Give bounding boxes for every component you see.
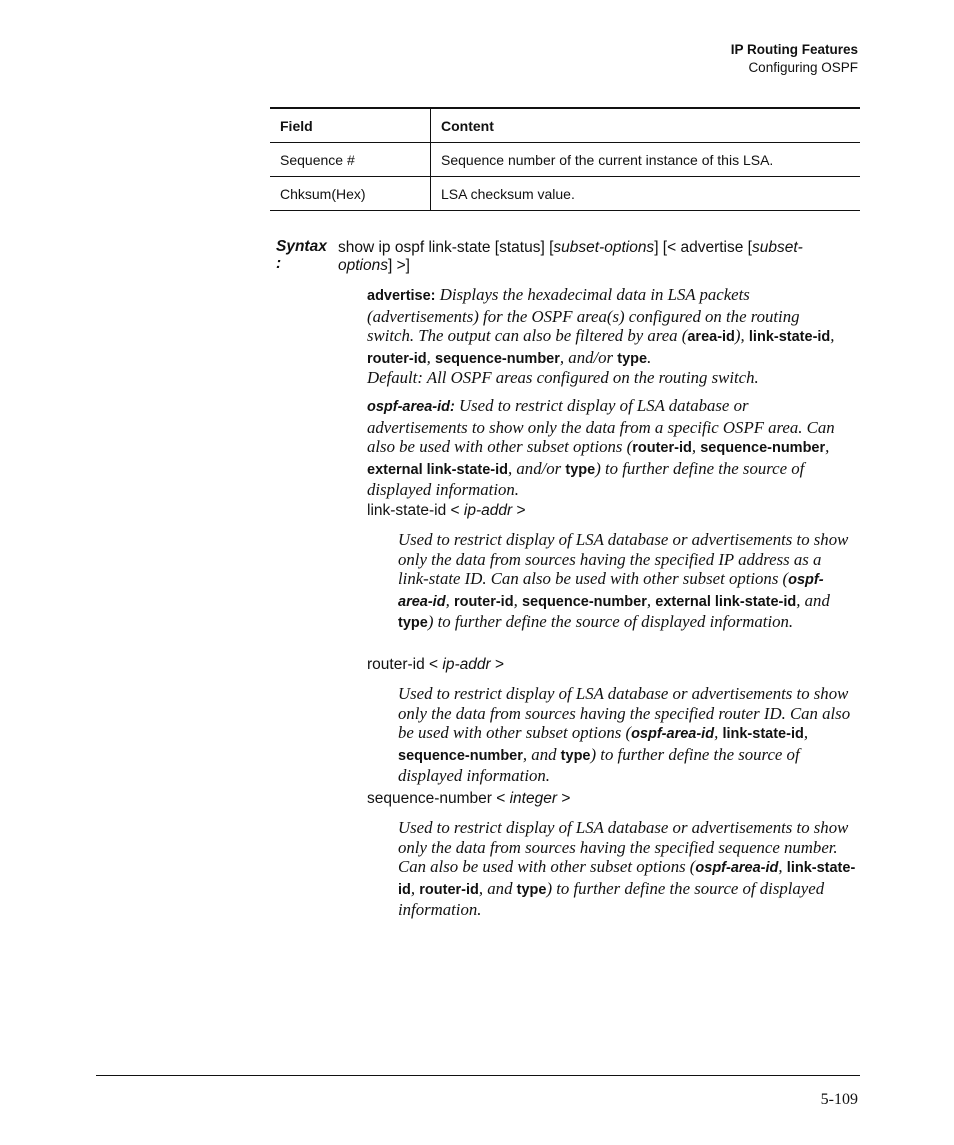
desc-text: ,: [691, 437, 701, 457]
desc-text: ,: [646, 590, 656, 610]
keyword: type: [565, 461, 596, 478]
keyword: area-id: [687, 329, 735, 346]
keyword: ospf-area-id: [631, 726, 715, 743]
option-name: link-state-id <: [367, 502, 464, 519]
keyword: link-state-id: [398, 860, 856, 898]
option-name: sequence-number <: [367, 790, 510, 807]
desc-text: Used to restrict display of LSA database or advertisements to show only the data from a specific OSPF area. Can also be used with other subset options (: [367, 396, 835, 457]
ospf-area-id-description: [367, 396, 849, 500]
keyword: type: [398, 615, 428, 632]
desc-text: ,: [825, 437, 830, 457]
keyword: ospf-area-id: [695, 860, 779, 877]
syntax-cmd-arg: subset-options: [553, 239, 655, 256]
desc-text: ,: [803, 723, 809, 743]
keyword: sequence-number: [398, 747, 523, 764]
section-title: Configuring OSPF: [748, 60, 858, 75]
advertise-description: [367, 285, 849, 369]
table-header-row: [270, 108, 860, 143]
keyword: sequence-number: [435, 350, 560, 367]
desc-text: , and: [522, 744, 561, 764]
desc-text: ,: [513, 590, 522, 610]
router-id-option: [367, 656, 504, 674]
page-number: 5-109: [820, 1091, 858, 1108]
desc-text: , and: [478, 878, 517, 898]
keyword: router-id: [419, 881, 479, 898]
desc-text: ) to further define the source of displayed information.: [398, 878, 825, 920]
syntax-cmd-part: ] [< advertise [: [654, 239, 752, 256]
desc-text: ,: [714, 723, 723, 743]
router-id-description: [398, 684, 856, 786]
keyword: link-state-id: [722, 726, 804, 743]
desc-text: , and/or: [559, 347, 618, 367]
desc-text: ) to further define the source of displayed information.: [367, 458, 805, 500]
table-row: [270, 177, 860, 211]
desc-text: Used to restrict display of LSA database or advertisements to show only the data from sources having the specified router ID. Can also be used with other subset options (: [398, 684, 851, 743]
option-name: router-id <: [367, 656, 443, 673]
desc-text: .: [647, 347, 652, 367]
desc-text: Displays the hexadecimal data in LSA packets (advertisements) for the OSPF area(s) configured on the routing switch. The output can also be filtered by area (: [367, 285, 800, 346]
running-header: [731, 41, 858, 77]
desc-text: , and/or: [508, 458, 566, 478]
option-bracket: >: [557, 790, 571, 807]
table-cell-content: Sequence number of the current instance of this LSA.: [441, 151, 774, 168]
option-arg: ip-addr: [463, 502, 513, 519]
table-row: [270, 143, 860, 177]
syntax-label-text: Syntax: [276, 238, 327, 255]
advertise-keyword: advertise:: [367, 288, 436, 304]
keyword: sequence-number: [700, 440, 826, 457]
link-state-id-option: [367, 502, 526, 520]
table-cell-content: LSA checksum value.: [441, 185, 575, 202]
sequence-number-option: [367, 790, 570, 808]
desc-text: ) to further define the source of displayed information.: [427, 612, 794, 632]
desc-text: ,: [445, 590, 454, 610]
ospf-area-id-keyword: ospf-area-id:: [367, 399, 455, 415]
desc-text: , and: [796, 590, 830, 610]
keyword: external link-state-id: [367, 461, 509, 478]
keyword: router-id: [453, 593, 514, 610]
keyword: link-state-id: [748, 329, 831, 346]
keyword: sequence-number: [521, 593, 647, 610]
keyword: router-id: [632, 440, 692, 457]
syntax-command: [338, 239, 838, 274]
chapter-title: IP Routing Features: [730, 42, 858, 57]
syntax-label-colon: :: [276, 255, 282, 272]
column-header-content: Content: [441, 117, 494, 134]
keyword: ospf-area-id: [398, 572, 824, 610]
sequence-number-description: [398, 818, 856, 920]
desc-text: ,: [410, 878, 420, 898]
desc-text: Used to restrict display of LSA database or advertisements to show only the data from sources having the specified IP address as a link-state ID. Can also be used with other subset options (: [398, 530, 849, 589]
keyword: router-id: [367, 350, 427, 367]
keyword: type: [560, 747, 591, 764]
link-state-id-description: [398, 530, 856, 634]
desc-text: ,: [830, 326, 835, 346]
desc-text: ,: [778, 857, 787, 877]
option-bracket: >: [512, 502, 526, 519]
field-content-table: [270, 107, 860, 211]
column-header-field: Field: [270, 108, 431, 143]
syntax-cmd-arg: subset-options: [338, 239, 803, 274]
table-cell-field: Sequence #: [270, 143, 431, 177]
footer-divider: [96, 1075, 860, 1076]
desc-text: Used to restrict display of LSA database or advertisements to show only the data from sources having the specified sequence number. Can also be used with other subset options (: [398, 818, 849, 877]
table-cell-field: Chksum(Hex): [270, 177, 431, 211]
advertise-default: Default: All OSPF areas configured on the routing switch.: [367, 368, 759, 387]
option-arg: integer: [509, 790, 558, 807]
keyword: type: [617, 350, 648, 367]
desc-text: ),: [734, 326, 749, 346]
keyword: type: [516, 881, 547, 898]
option-arg: ip-addr: [442, 656, 491, 673]
keyword: external link-state-id: [655, 593, 797, 610]
desc-text: ) to further define the source of displayed information.: [398, 744, 800, 786]
option-bracket: >: [490, 656, 504, 673]
syntax-cmd-part: ] >]: [387, 256, 410, 274]
syntax-cmd-part: show ip ospf link-state [status] [: [338, 239, 554, 256]
desc-text: ,: [426, 347, 435, 367]
syntax-label: [276, 238, 332, 272]
